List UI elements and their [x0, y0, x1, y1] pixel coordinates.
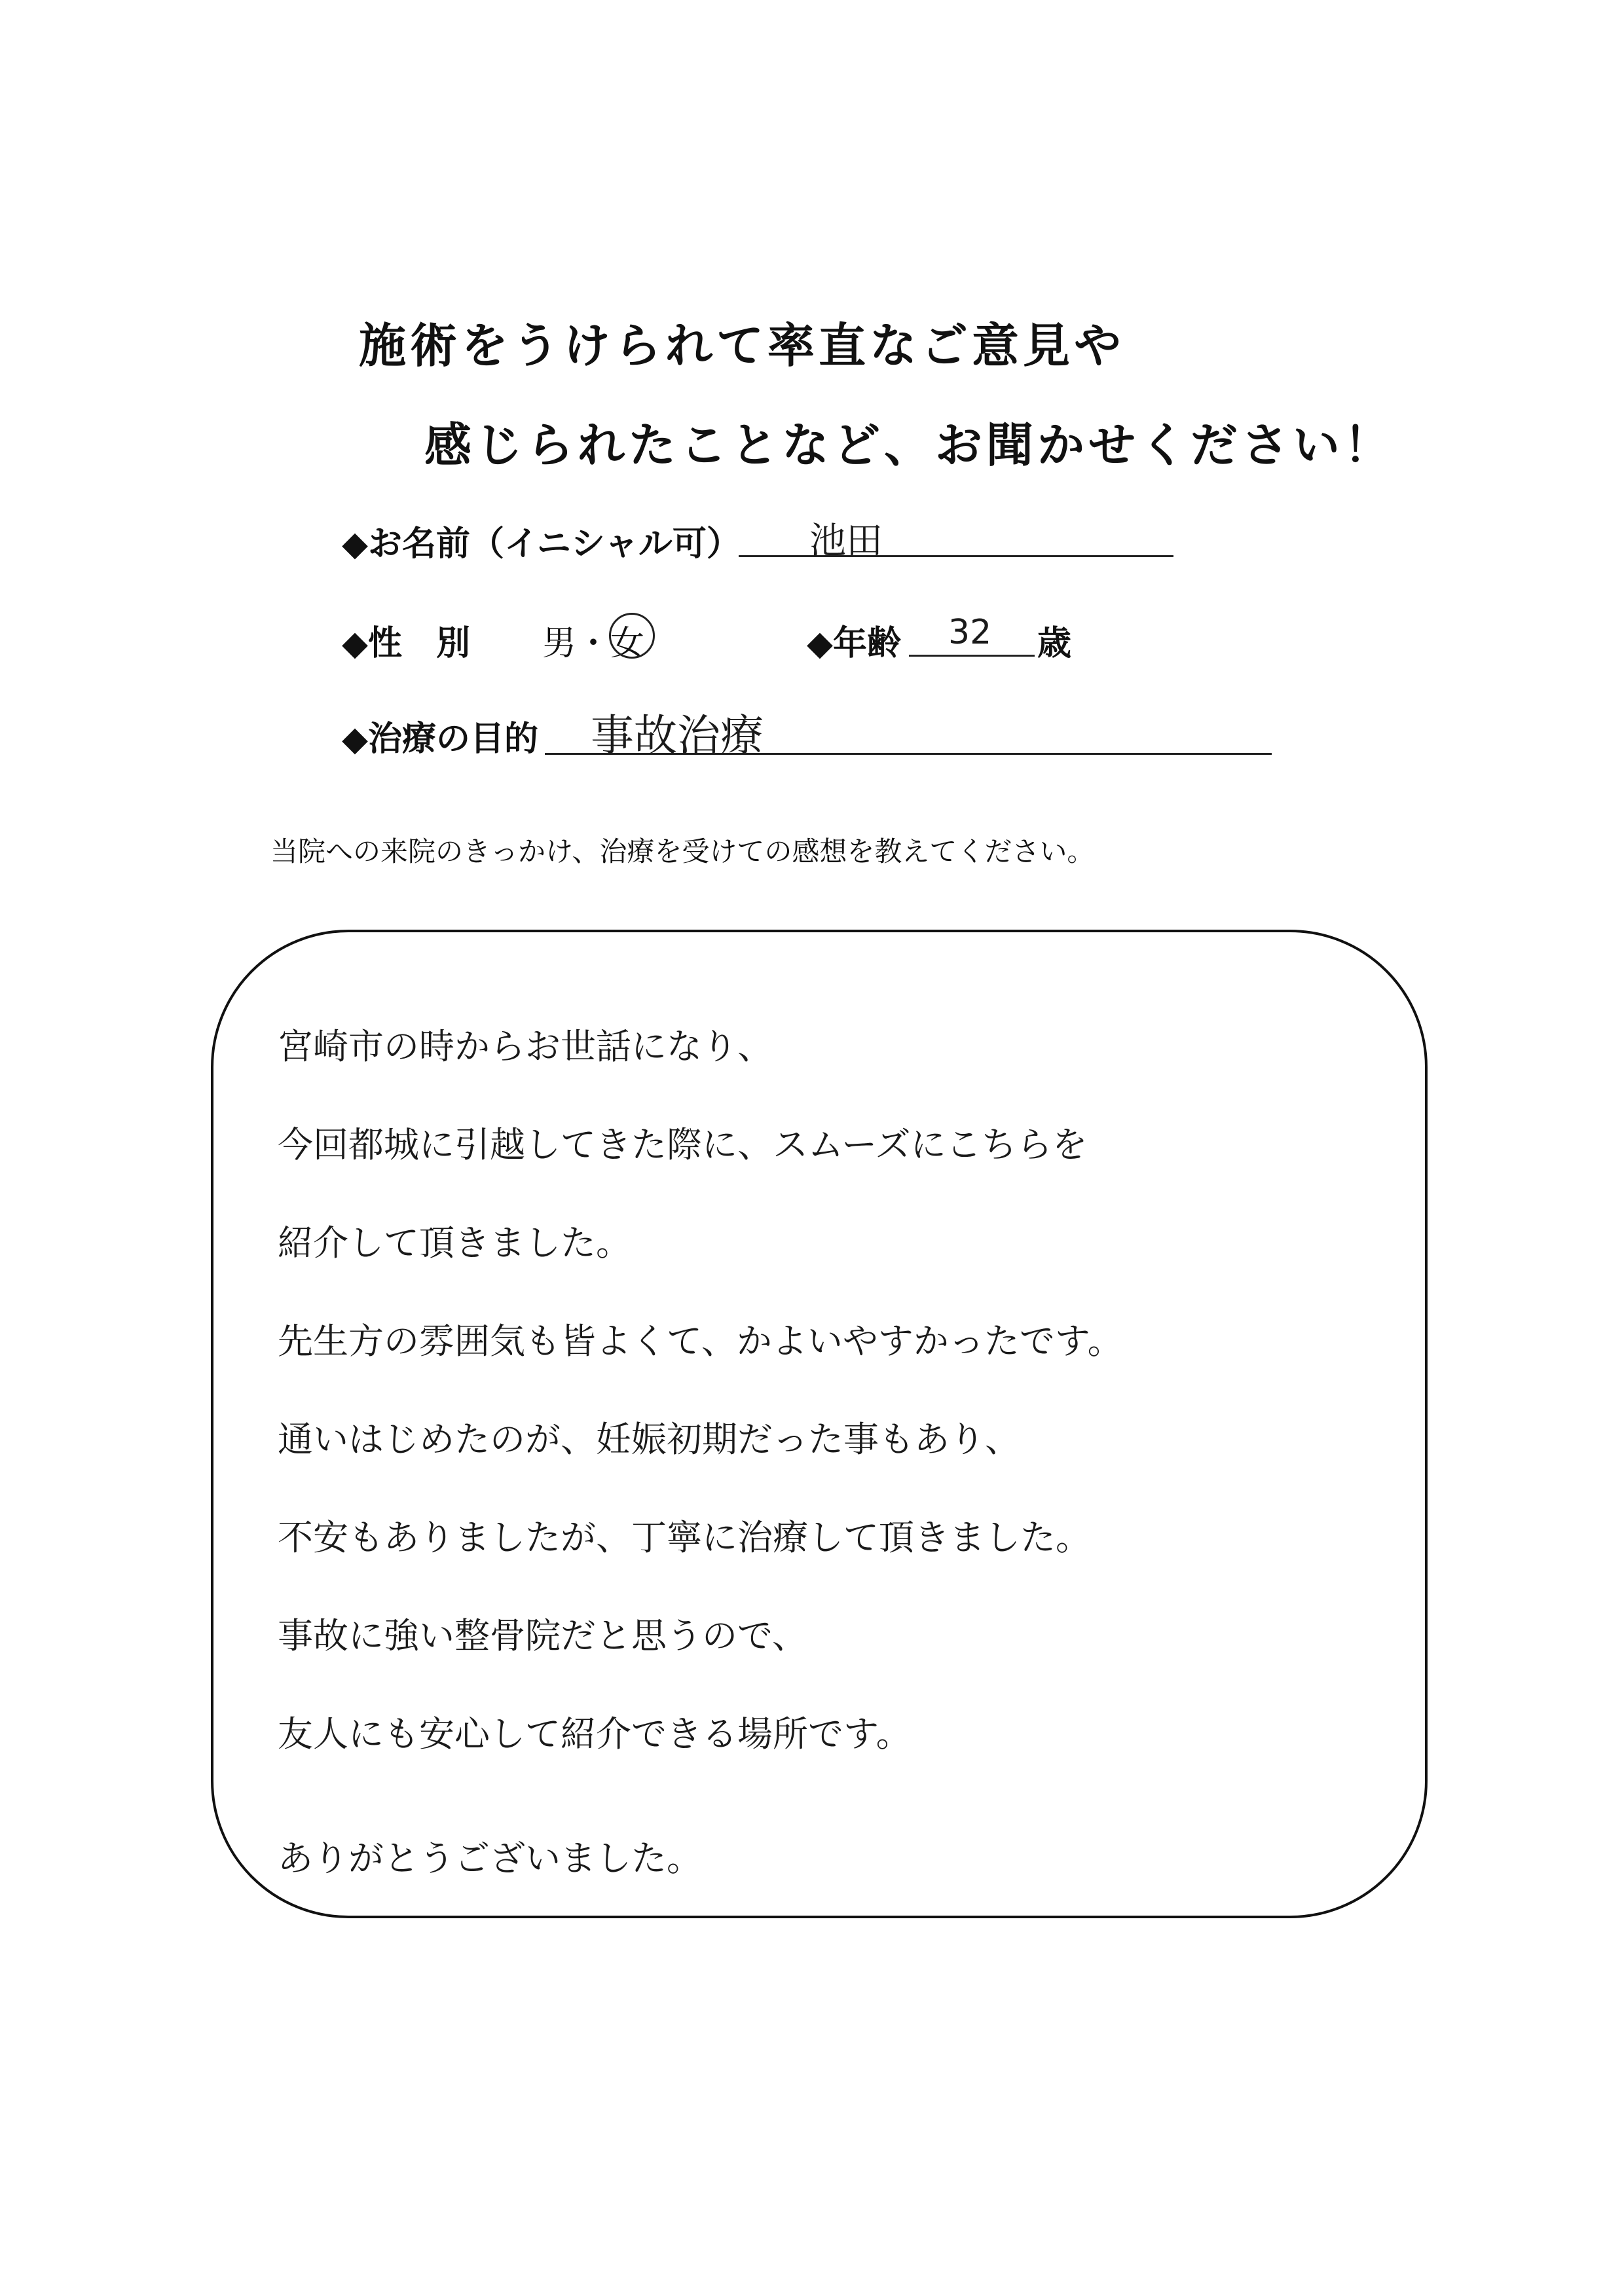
age-underline	[909, 655, 1035, 657]
name-value: 池田	[809, 520, 883, 562]
name-label: ◆お名前（イニシャル可）	[342, 524, 741, 564]
comment-line: ありがとうございました。	[278, 1838, 702, 1879]
comment-line: 事故に強い整骨院だと思うので、	[278, 1615, 807, 1656]
age-label: ◆年齢	[807, 623, 901, 663]
age-unit: 歳	[1037, 623, 1072, 663]
comment-text	[278, 998, 1123, 1908]
comment-line: 友人にも安心して紹介できる場所です。	[278, 1713, 912, 1755]
gender-selected-circle	[609, 613, 655, 659]
form-title-line-2: 感じられたことなど、お聞かせください！	[424, 417, 1395, 473]
purpose-value: 事故治療	[591, 710, 764, 761]
comment-line: 先生方の雰囲気も皆よくて、かよいやすかったです。	[278, 1321, 1123, 1362]
comment-line: 通いはじめたのが、妊娠初期だった事もあり、	[278, 1419, 1020, 1460]
comment-line: 宮崎市の時からお世話になり、	[278, 1026, 773, 1067]
name-underline	[739, 555, 1173, 557]
gender-label: ◆性 別	[342, 623, 470, 663]
comment-line: 紹介して頂きました。	[278, 1222, 631, 1264]
gender-options: 男・女	[542, 624, 645, 663]
comment-line: 今回都城に引越してきた際に、スムーズにこちらを	[278, 1124, 1088, 1165]
form-title-line-1: 施術をうけられて率直なご意見や	[359, 318, 1126, 373]
comment-instruction: 当院への来院のきっかけ、治療を受けての感想を教えてください。	[270, 835, 1095, 867]
purpose-label: ◆治療の目的	[342, 719, 538, 759]
comment-line: 不安もありましたが、丁寧に治療して頂きました。	[278, 1517, 1091, 1558]
comment-box	[211, 930, 1428, 1918]
age-value: 32	[948, 613, 992, 652]
